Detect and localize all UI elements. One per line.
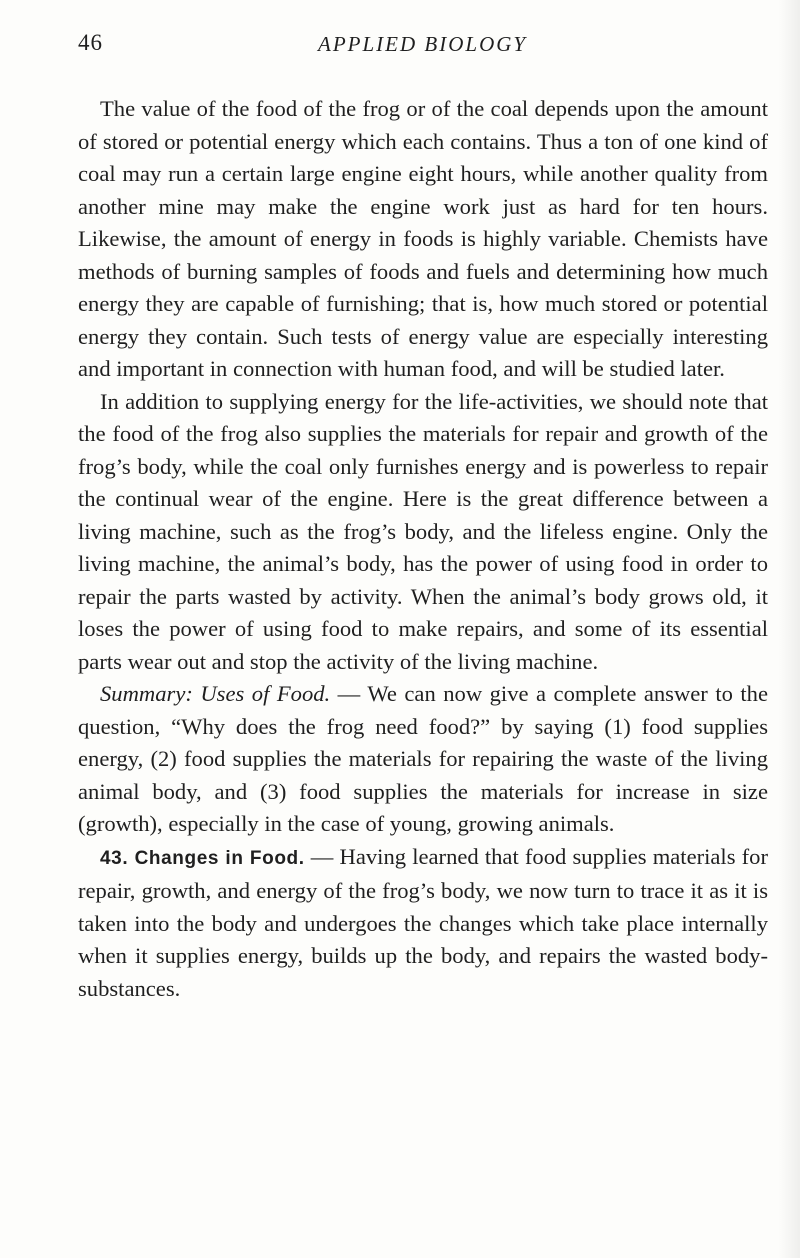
section-heading: 43. Changes in Food. — [100, 847, 305, 869]
page-edge-shadow — [778, 0, 800, 1258]
paragraph-repair-growth: In addition to supplying energy for the life-activities, we should note that the food of the frog also supplies the materials for repair and growth of the frog’s body, while the coal only furnishes energy and is powerless to repair the continual wear of the engine. Here is the great difference between a living machine, such as the frog’s body, and the lifeless engine. Only the living machine, the animal’s body, has the power of using food in order to repair the parts wasted by activity. When the animal’s body grows old, it loses the power of using food to make repairs, and some of its essential parts wear out and stop the activity of the living machine. — [78, 388, 768, 674]
paragraph-section-43 — [78, 841, 768, 1006]
summary-text: — We can now give a complete answer to the question, “Why does the frog need food?” by saying (1) food supplies energy, (2) food supplies the materials for repairing the waste of the living animal body, and (3) food supplies the materials for increase in size (growth), especially in the case of young, growing animals. — [78, 681, 768, 836]
section-text: — Having learned that food supplies materials for repair, growth, and energy of the frog’s body, we now turn to trace it as it is taken into the body and undergoes the changes which take place internally when it supplies energy, builds up the body, and repairs the wasted body-substances. — [78, 843, 769, 1001]
paragraph-energy-value: The value of the food of the frog or of the coal depends upon the amount of stored or potential energy which each contains. Thus a ton of one kind of coal may run a certain large engine eight hours, while another quality from another mine may make the engine work just as hard for ten hours. Likewise, the amount of energy in foods is highly variable. Chemists have methods of burning samples of foods and fuels and determining how much energy they are capable of furnishing; that is, how much stored or potential energy they contain. Such tests of energy value are especially interesting and important in connection with human food, and will be studied later. — [78, 96, 768, 381]
paragraph-summary — [78, 678, 768, 841]
summary-heading: Summary: Uses of Food. — [100, 681, 331, 706]
page-number: 46 — [78, 30, 103, 55]
page-body — [78, 93, 768, 1005]
running-title: APPLIED BIOLOGY — [318, 32, 528, 56]
page-header — [78, 30, 768, 64]
